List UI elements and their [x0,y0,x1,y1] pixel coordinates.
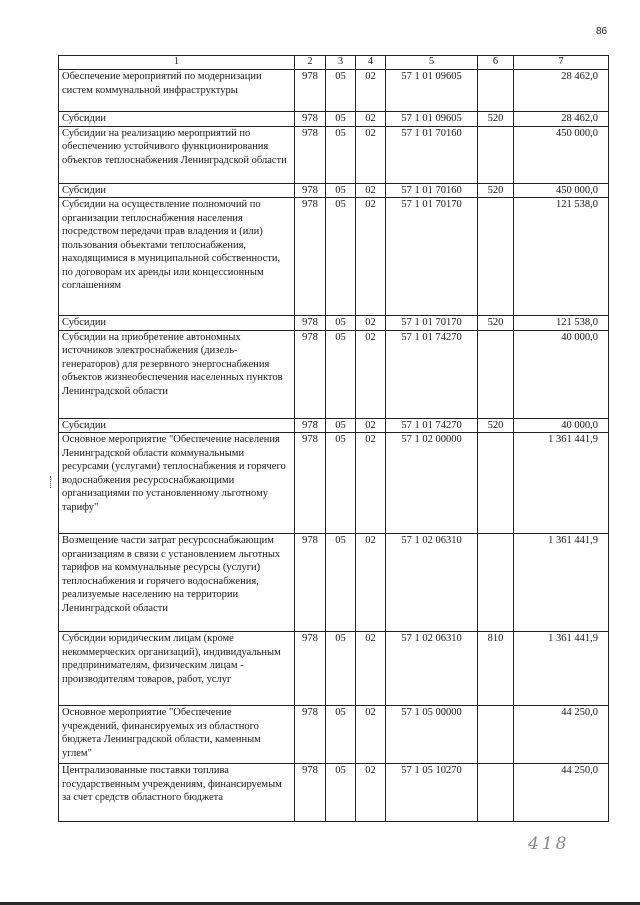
cell-admin-code: 978 [295,632,326,706]
cell-target-code: 57 1 05 00000 [386,706,478,764]
cell-expense-type [478,126,514,183]
cell-amount: 44 250,0 [514,764,609,822]
cell-target-code: 57 1 01 09605 [386,112,478,127]
cell-section: 05 [326,764,356,822]
cell-target-code: 57 1 01 09605 [386,70,478,112]
table-row [59,534,609,632]
cell-amount: 450 000,0 [514,126,609,183]
table-row [59,316,609,331]
cell-subsection: 02 [356,534,386,632]
cell-admin-code: 978 [295,418,326,433]
row-name: Субсидии на приобретение автономных источников электроснабжения (дизель-генераторов) для резервного энергоснабжения объектов жизнеобеспечения населенных пунктов Ленинградской области [59,330,295,418]
table-row [59,433,609,534]
row-name: Централизованные поставки топлива государственным учреждениям, финансируемым за счет средств областного бюджета [59,764,295,822]
cell-amount: 28 462,0 [514,70,609,112]
cell-amount: 28 462,0 [514,112,609,127]
row-name: Субсидии [59,418,295,433]
column-header: 7 [514,56,609,70]
cell-expense-type [478,433,514,534]
column-header: 4 [356,56,386,70]
table-row [59,112,609,127]
cell-section: 05 [326,112,356,127]
cell-expense-type: 520 [478,183,514,198]
column-header: 1 [59,56,295,70]
table-row [59,418,609,433]
cell-section: 05 [326,632,356,706]
table-row [59,706,609,764]
cell-subsection: 02 [356,70,386,112]
cell-admin-code: 978 [295,433,326,534]
cell-target-code: 57 1 01 70170 [386,316,478,331]
cell-subsection: 02 [356,316,386,331]
column-header: 6 [478,56,514,70]
budget-table [58,55,609,822]
cell-amount: 1 361 441,9 [514,534,609,632]
row-name: Основное мероприятие "Обеспечение учреждений, финансируемых из областного бюджета Ленинградской области, каменным углем" [59,706,295,764]
cell-target-code: 57 1 02 06310 [386,534,478,632]
row-name: Основное мероприятие "Обеспечение населения Ленинградской области коммунальными ресурсами (услугами) теплоснабжения и горячего водоснабжения ресурсоснабжающими организациями по установленному льготному тарифу" [59,433,295,534]
cell-subsection: 02 [356,112,386,127]
cell-expense-type [478,706,514,764]
cell-subsection: 02 [356,183,386,198]
cell-amount: 40 000,0 [514,330,609,418]
cell-amount: 121 538,0 [514,198,609,316]
row-name: Возмещение части затрат ресурсоснабжающим организациям в связи с установлением льготных тарифов на коммунальные ресурсы (услуги) теплоснабжения и горячего водоснабжения, реализуемые населению на территории Ленинградской области [59,534,295,632]
table-row [59,183,609,198]
cell-subsection: 02 [356,126,386,183]
cell-section: 05 [326,433,356,534]
cell-target-code: 57 1 01 70170 [386,198,478,316]
cell-amount: 44 250,0 [514,706,609,764]
cell-admin-code: 978 [295,330,326,418]
cell-amount: 1 361 441,9 [514,632,609,706]
cell-subsection: 02 [356,632,386,706]
cell-expense-type [478,70,514,112]
cell-admin-code: 978 [295,198,326,316]
cell-admin-code: 978 [295,764,326,822]
page-number: 86 [596,26,608,37]
cell-admin-code: 978 [295,70,326,112]
cell-admin-code: 978 [295,112,326,127]
cell-amount: 40 000,0 [514,418,609,433]
table-row [59,70,609,112]
cell-section: 05 [326,534,356,632]
cell-expense-type: 520 [478,112,514,127]
cell-subsection: 02 [356,198,386,316]
cell-subsection: 02 [356,418,386,433]
cell-admin-code: 978 [295,126,326,183]
row-name: Субсидии юридическим лицам (кроме некоммерческих организаций), индивидуальным предпринимателям, физическим лицам - производителям товаров, работ, услуг [59,632,295,706]
cell-section: 05 [326,126,356,183]
cell-admin-code: 978 [295,316,326,331]
table-row [59,198,609,316]
cell-target-code: 57 1 05 10270 [386,764,478,822]
cell-expense-type: 810 [478,632,514,706]
cell-target-code: 57 1 02 00000 [386,433,478,534]
cell-target-code: 57 1 01 70160 [386,183,478,198]
cell-subsection: 02 [356,330,386,418]
row-name: Субсидии на осуществление полномочий по организации теплоснабжения населения посредством передачи прав владения и (или) пользования объектами теплоснабжения, находящимися в муниципальной собственности, по договорам их аренды или концессионным соглашениям [59,198,295,316]
cell-amount: 1 361 441,9 [514,433,609,534]
cell-section: 05 [326,316,356,331]
cell-expense-type [478,534,514,632]
column-header: 3 [326,56,356,70]
cell-expense-type [478,198,514,316]
cell-subsection: 02 [356,433,386,534]
cell-admin-code: 978 [295,534,326,632]
handwritten-sheet-number: 418 [528,834,570,854]
row-name: Субсидии на реализацию мероприятий по обеспечению устойчивого функционирования объектов теплоснабжения Ленинградской области [59,126,295,183]
cell-section: 05 [326,198,356,316]
cell-subsection: 02 [356,706,386,764]
cell-admin-code: 978 [295,706,326,764]
row-name: Субсидии [59,316,295,331]
table-row [59,330,609,418]
cell-admin-code: 978 [295,183,326,198]
cell-target-code: 57 1 01 74270 [386,330,478,418]
cell-section: 05 [326,183,356,198]
column-header: 2 [295,56,326,70]
cell-expense-type: 520 [478,316,514,331]
table-row [59,764,609,822]
cell-section: 05 [326,70,356,112]
row-name: Субсидии [59,112,295,127]
cell-section: 05 [326,706,356,764]
cell-section: 05 [326,418,356,433]
row-name: Обеспечение мероприятий по модернизации систем коммунальной инфраструктуры [59,70,295,112]
cell-target-code: 57 1 01 70160 [386,126,478,183]
table-row [59,126,609,183]
cell-section: 05 [326,330,356,418]
cell-amount: 121 538,0 [514,316,609,331]
table-row [59,632,609,706]
cell-target-code: 57 1 01 74270 [386,418,478,433]
margin-mark [50,476,55,488]
cell-expense-type: 520 [478,418,514,433]
column-header: 5 [386,56,478,70]
cell-expense-type [478,330,514,418]
table-header-row [59,56,609,70]
cell-amount: 450 000,0 [514,183,609,198]
cell-subsection: 02 [356,764,386,822]
cell-expense-type [478,764,514,822]
row-name: Субсидии [59,183,295,198]
cell-target-code: 57 1 02 06310 [386,632,478,706]
